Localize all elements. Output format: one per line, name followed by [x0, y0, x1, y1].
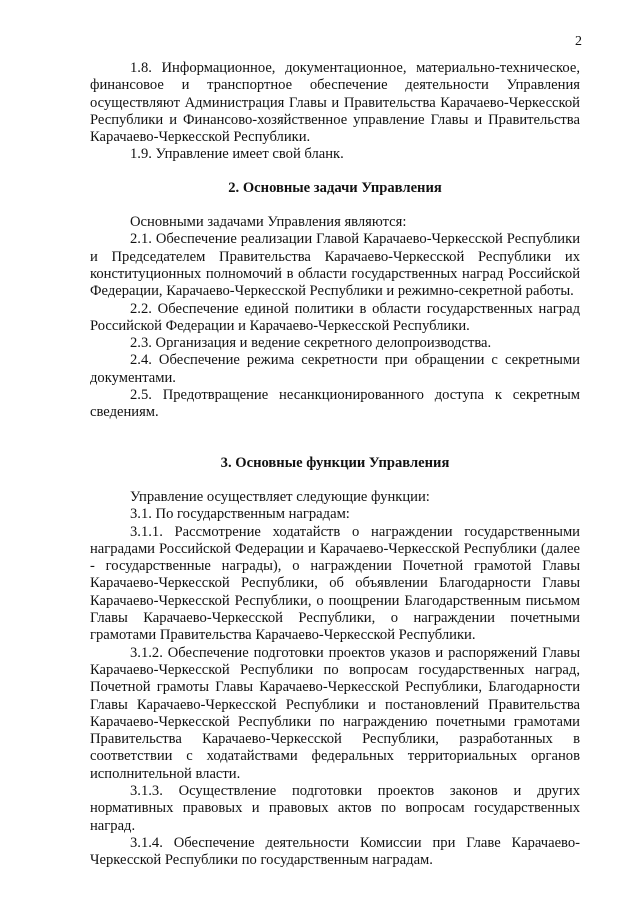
paragraph-2-3: 2.3. Организация и ведение секретного делопроизводства. [130, 335, 492, 352]
section-3-intro: Управление осуществляет следующие функции: [130, 488, 430, 505]
document-body [90, 60, 580, 869]
paragraph-1-8: 1.8. Информационное, документационное, материально-техническое, финансовое и транспортное обеспечение деятельности Управления осуществляют Администрация Главы и Правительства Карачаево-Черкесской Республики и Финансово-хозяйственное управление Главы и Правительства Карачаево-Черкесской Республики. [90, 60, 580, 146]
paragraph-2-2: 2.2. Обеспечение единой политики в области государственных наград Российской Федерации и Карачаево-Черкесской Республики. [90, 300, 580, 334]
paragraph-2-1: 2.1. Обеспечение реализации Главой Карачаево-Черкесской Республики и Председателем Правительства Карачаево-Черкесской Республики их конституционных полномочий в области государственных наград Российской Федерации, Карачаево-Черкесской Республики и режимно-секретной работы. [90, 231, 580, 300]
page-number: 2 [575, 34, 582, 49]
paragraph-3-1-2: 3.1.2. Обеспечение подготовки проектов указов и распоряжений Главы Карачаево-Черкесской Республики по вопросам государственных наград, Почетной грамоты Главы Карачаево-Черкесской Республики, Благодарности Главы Карачаево-Черкесской Республики и постановлений Правительства Карачаево-Черкесской Республики по награждению почетными грамотами Правительства Карачаево-Черкесской Республики, разработанных в соответствии с ходатайствами федеральных территориальных органов исполнительной власти. [90, 644, 580, 782]
section-2-heading: 2. Основные задачи Управления [228, 179, 442, 196]
paragraph-2-5: 2.5. Предотвращение несанкционированного доступа к секретным сведениям. [90, 387, 580, 421]
section-3-heading: 3. Основные функции Управления [220, 454, 450, 471]
paragraph-3-1: 3.1. По государственным наградам: [130, 506, 350, 523]
paragraph-1-9: 1.9. Управление имеет свой бланк. [130, 146, 344, 163]
paragraph-2-4: 2.4. Обеспечение режима секретности при обращении с секретными документами. [90, 352, 580, 386]
paragraph-3-1-4: 3.1.4. Обеспечение деятельности Комиссии при Главе Карачаево-Черкесской Республики по государственным наградам. [90, 834, 580, 869]
paragraph-3-1-1: 3.1.1. Рассмотрение ходатайств о награждении государственными наградами Российской Федерации и Карачаево-Черкесской Республики (далее - государственные награды), о награждении Почетной грамотой Главы Карачаево-Черкесской Республики, об объявлении Благодарности Главы Карачаево-Черкесской Республики, о поощрении Благодарственным письмом Главы Карачаево-Черкесской Республики, о награждении почетными грамотами Правительства Карачаево-Черкесской Республики. [90, 523, 580, 644]
paragraph-3-1-3: 3.1.3. Осуществление подготовки проектов законов и других нормативных правовых и правовых актов по вопросам государственных наград. [90, 782, 580, 834]
section-2-intro: Основными задачами Управления являются: [130, 214, 407, 231]
